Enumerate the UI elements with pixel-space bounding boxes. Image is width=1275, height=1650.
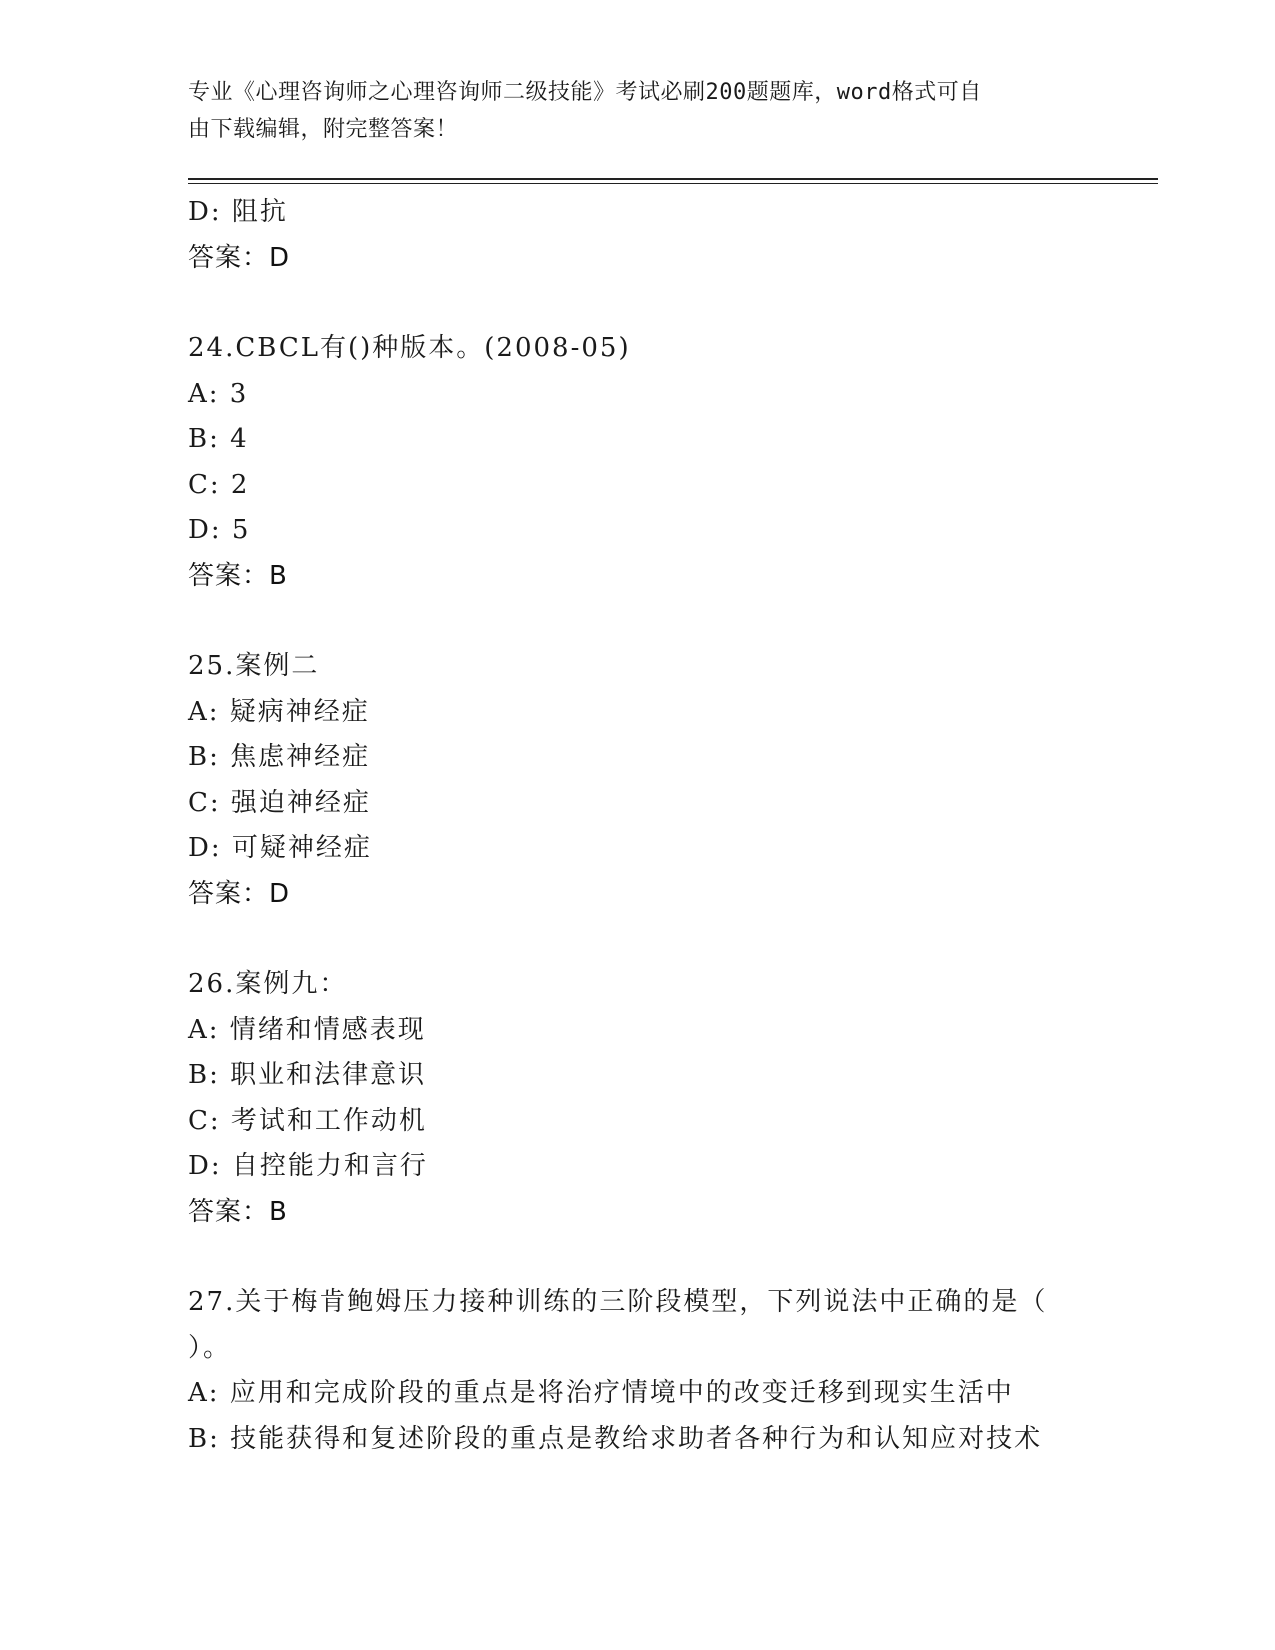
question-stem: 26.案例九：	[188, 969, 348, 999]
question-25	[188, 644, 1108, 917]
question-stem-line-1: 27.关于梅肯鲍姆压力接种训练的三阶段模型，下列说法中正确的是（	[188, 1287, 1048, 1317]
option-b: B: 4	[188, 424, 249, 454]
question-list	[188, 190, 1108, 1462]
question-stem: 25.案例二	[188, 651, 320, 681]
option-a: A: 情绪和情感表现	[188, 1014, 426, 1045]
option-d: D: 自控能力和言行	[188, 1151, 428, 1181]
header-divider-thin	[188, 183, 1158, 184]
header-line-2: 由下载编辑，附完整答案！	[188, 117, 459, 142]
question-24	[188, 326, 1108, 599]
question-stem: 24.CBCL有()种版本。(2008-05)	[188, 333, 631, 363]
option-b: B: 技能获得和复述阶段的重点是教给求助者各种行为和认知应对技术	[188, 1423, 1043, 1454]
option-d: D: 阻抗	[188, 197, 288, 227]
document-header	[188, 74, 1068, 148]
question-23-tail	[188, 190, 1108, 281]
option-b: B: 职业和法律意识	[188, 1060, 427, 1090]
option-a: A: 疑病神经症	[188, 696, 370, 727]
header-divider-thick	[188, 178, 1158, 180]
option-a: A: 3	[188, 378, 249, 409]
answer-line: 答案：B	[188, 560, 288, 591]
option-b: B: 焦虑神经症	[188, 742, 371, 772]
question-26	[188, 962, 1108, 1235]
option-a: A: 应用和完成阶段的重点是将治疗情境中的改变迁移到现实生活中	[188, 1378, 1014, 1408]
answer-line: 答案：D	[188, 878, 291, 909]
answer-line: 答案：B	[188, 1196, 288, 1227]
question-27	[188, 1280, 1108, 1462]
option-d: D: 5	[188, 515, 251, 545]
option-c: C: 考试和工作动机	[188, 1105, 427, 1136]
header-line-1: 专业《心理咨询师之心理咨询师二级技能》考试必刷200题题库，word格式可自	[188, 80, 982, 105]
option-d: D: 可疑神经症	[188, 833, 372, 863]
answer-line: 答案：D	[188, 242, 291, 273]
option-c: C: 2	[188, 469, 250, 500]
option-c: C: 强迫神经症	[188, 787, 371, 818]
question-stem-line-2: ）。	[188, 1332, 232, 1363]
